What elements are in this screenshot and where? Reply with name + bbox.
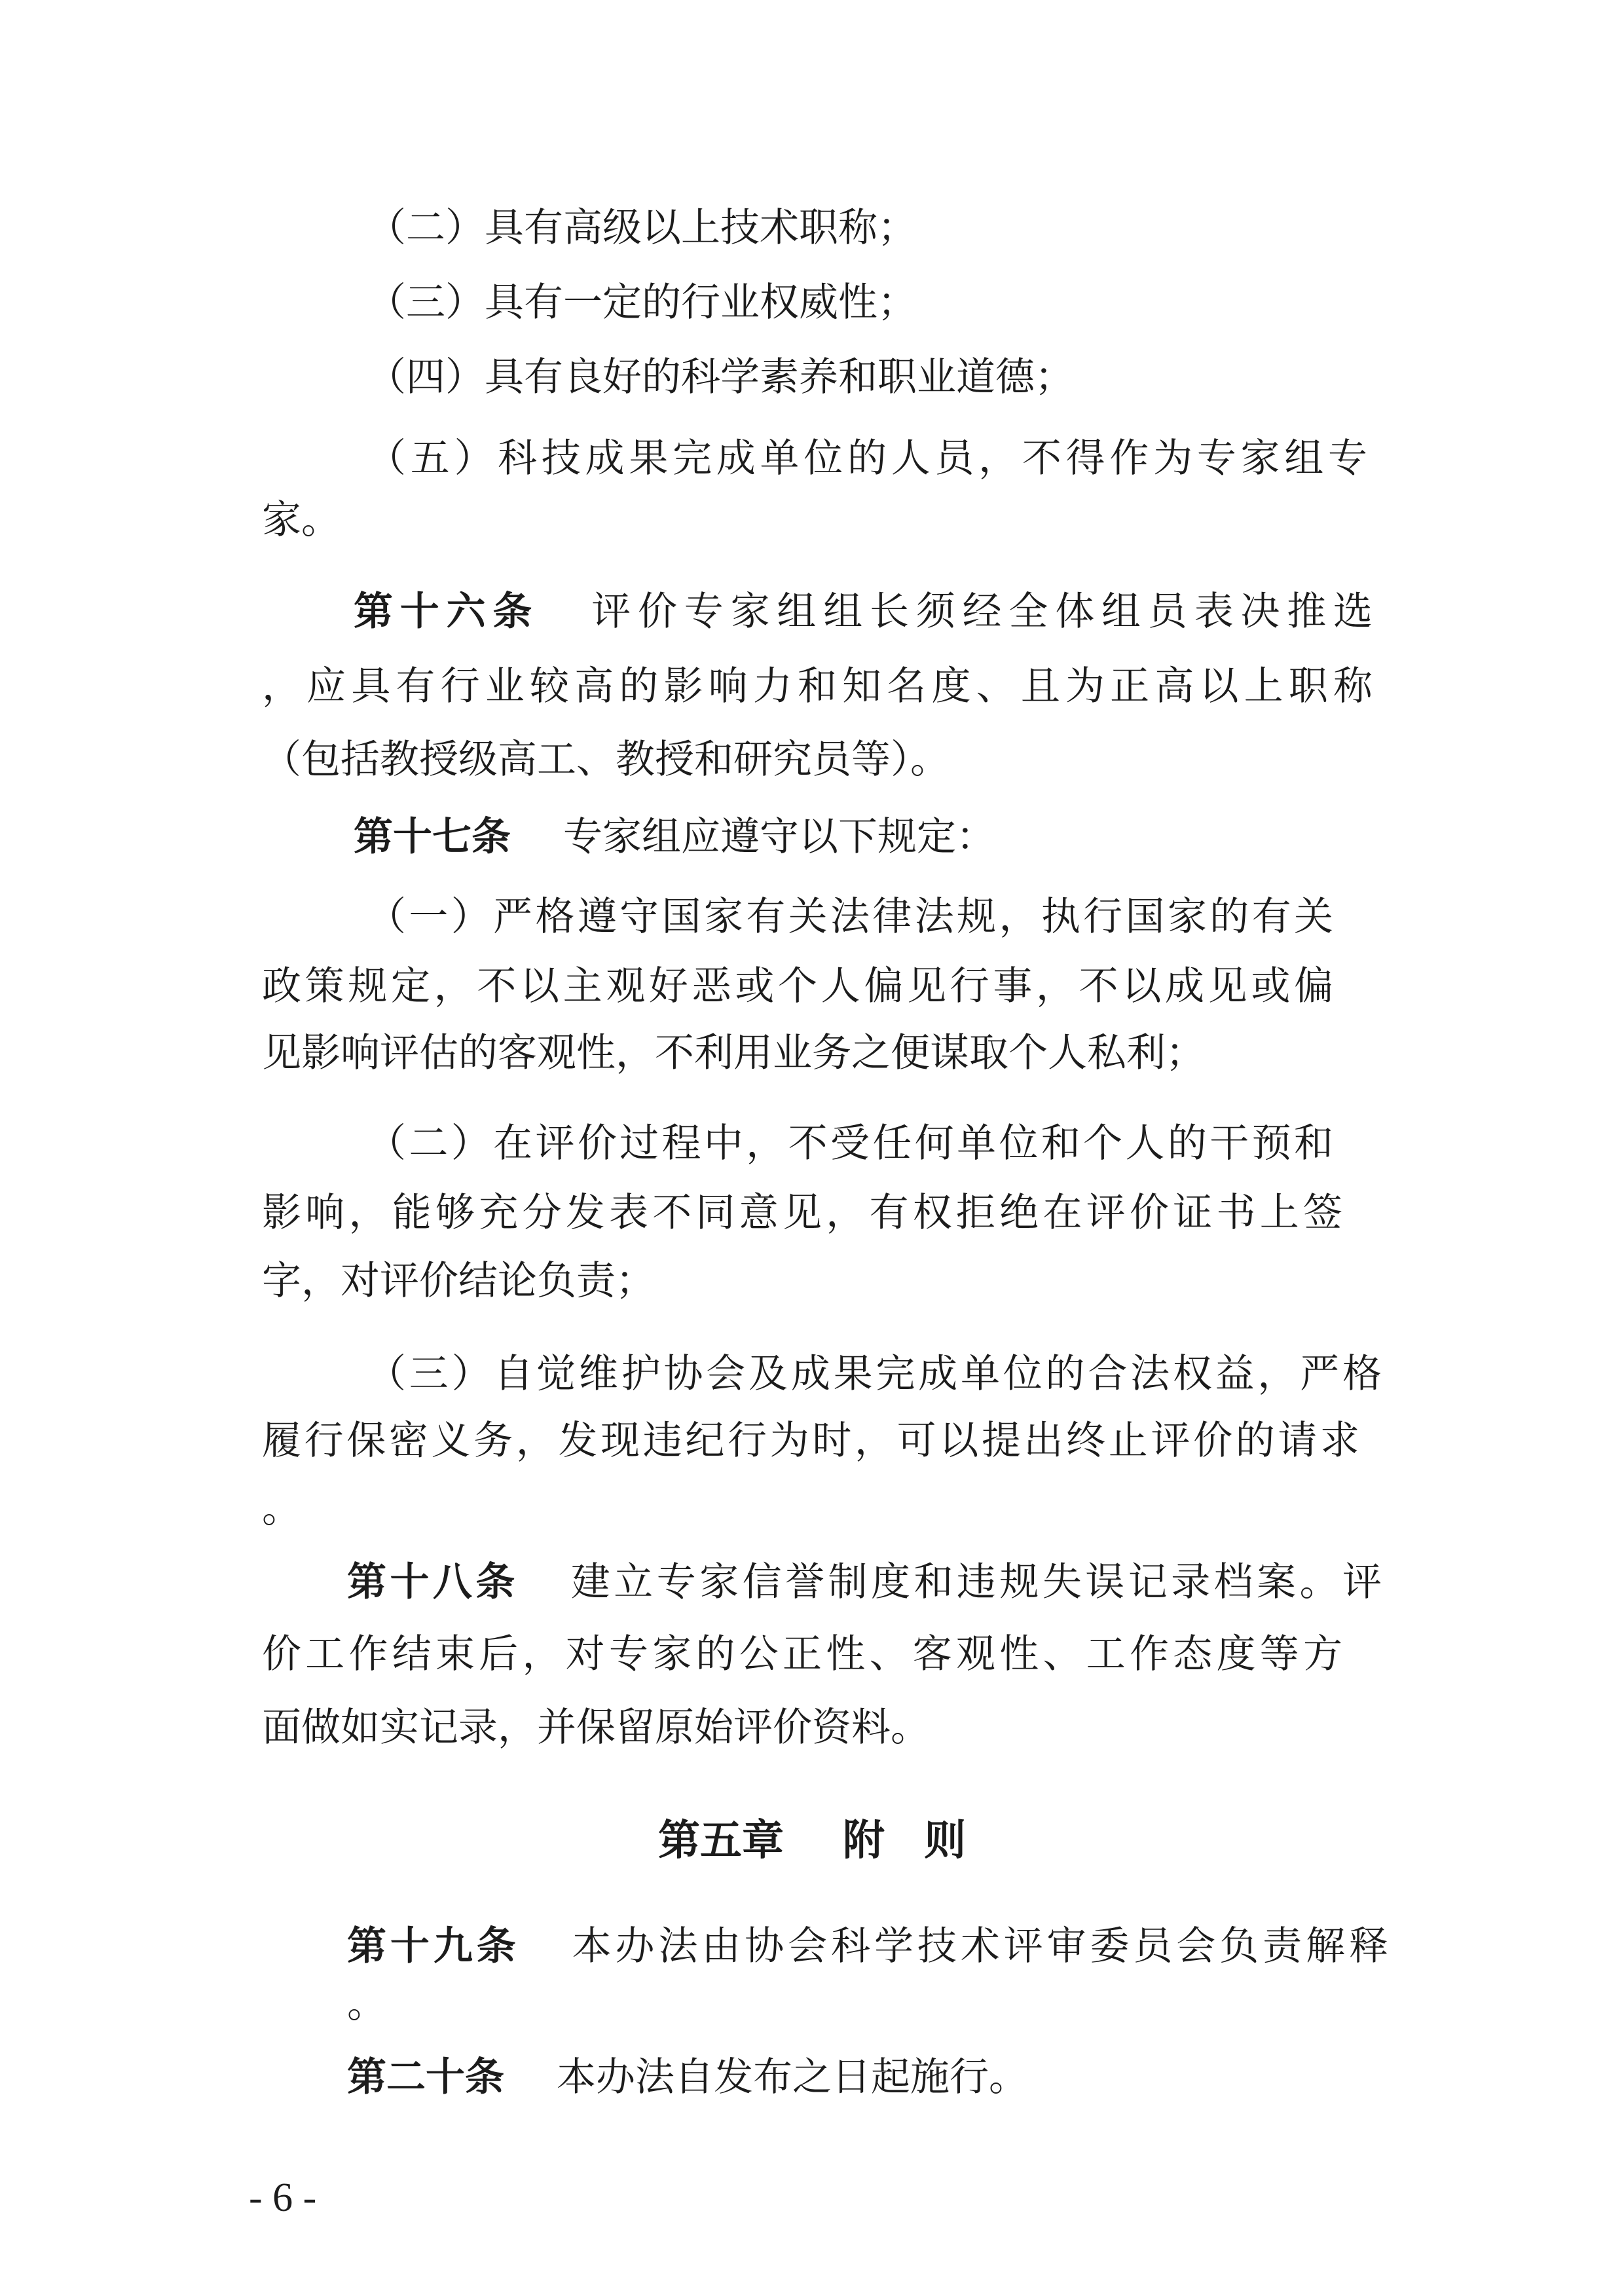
article-18-title: 第十八条 (347, 1559, 519, 1605)
article-18-line: 价工作结束后，对专家的公正性、客观性、工作态度等方 (262, 1631, 1342, 1677)
article-17-item: 字，对评价结论负责； (262, 1258, 655, 1304)
article-16-text: 评价专家组组长须经全体组员表决推选 (591, 589, 1373, 635)
article-20-line (347, 2050, 1473, 2105)
article-18-line (347, 1555, 1382, 1610)
article-18-line: 面做如实记录，并保留原始评价资料。 (262, 1705, 930, 1750)
article-17-item: （三）自觉维护协会及成果完成单位的合法权益，严格 (367, 1351, 1382, 1397)
article-18-text: 建立专家信誉制度和违规失误记录档案。评 (570, 1559, 1382, 1605)
chapter-title-b: 则 (924, 1816, 966, 1865)
article-17-text: 专家组应遵守以下规定： (563, 814, 995, 860)
chapter-label: 第五章 (658, 1816, 784, 1865)
article-19-line: 。 (347, 1981, 386, 2027)
article-16-line (354, 584, 1373, 639)
article-17-title: 第十七条 (354, 814, 511, 860)
article-16-line: （包括教授级高工、教授和研究员等）。 (262, 737, 950, 783)
article-17-item: （二）在评价过程中，不受任何单位和个人的干预和 (367, 1120, 1333, 1166)
list-item: （三）具有一定的行业权威性； (367, 280, 917, 325)
article-19-text: 本办法由协会科学技术评审委员会负责解释 (572, 1923, 1389, 1969)
article-20-title: 第二十条 (347, 2054, 504, 2100)
article-19-line (347, 1919, 1388, 1974)
article-19-title: 第十九条 (347, 1923, 520, 1969)
article-17-item: （一）严格遵守国家有关法律法规，执行国家的有关 (367, 894, 1333, 940)
article-17-item: 见影响评估的客观性，不利用业务之便谋取个人私利； (262, 1030, 1205, 1076)
page-number: - 6 - (249, 2176, 317, 2220)
chapter-heading (0, 1811, 1624, 1870)
article-17-item: 。 (262, 1486, 301, 1532)
article-17-item: 政策规定，不以主观好恶或个人偏见行事，不以成见或偏 (262, 963, 1333, 1009)
list-item: （四）具有良好的科学素养和职业道德； (367, 354, 1074, 400)
list-item-continuation: 家。 (262, 497, 341, 543)
article-16-line: ，应具有行业较高的影响力和知名度、且为正高以上职称 (262, 663, 1373, 709)
article-16-title: 第十六条 (354, 589, 540, 635)
article-20-text: 本办法自发布之日起施行。 (557, 2054, 1028, 2100)
article-17-item: 影响，能够充分发表不同意见，有权拒绝在评价证书上签 (262, 1190, 1342, 1236)
chapter-title-a: 附 (843, 1816, 885, 1865)
article-17-item: 履行保密义务，发现违纪行为时，可以提出终止评价的请求 (262, 1418, 1359, 1464)
list-item: （二）具有高级以上技术职称； (367, 205, 917, 251)
article-17-line (354, 809, 1480, 864)
list-item: （五）科技成果完成单位的人员，不得作为专家组专 (367, 435, 1367, 481)
